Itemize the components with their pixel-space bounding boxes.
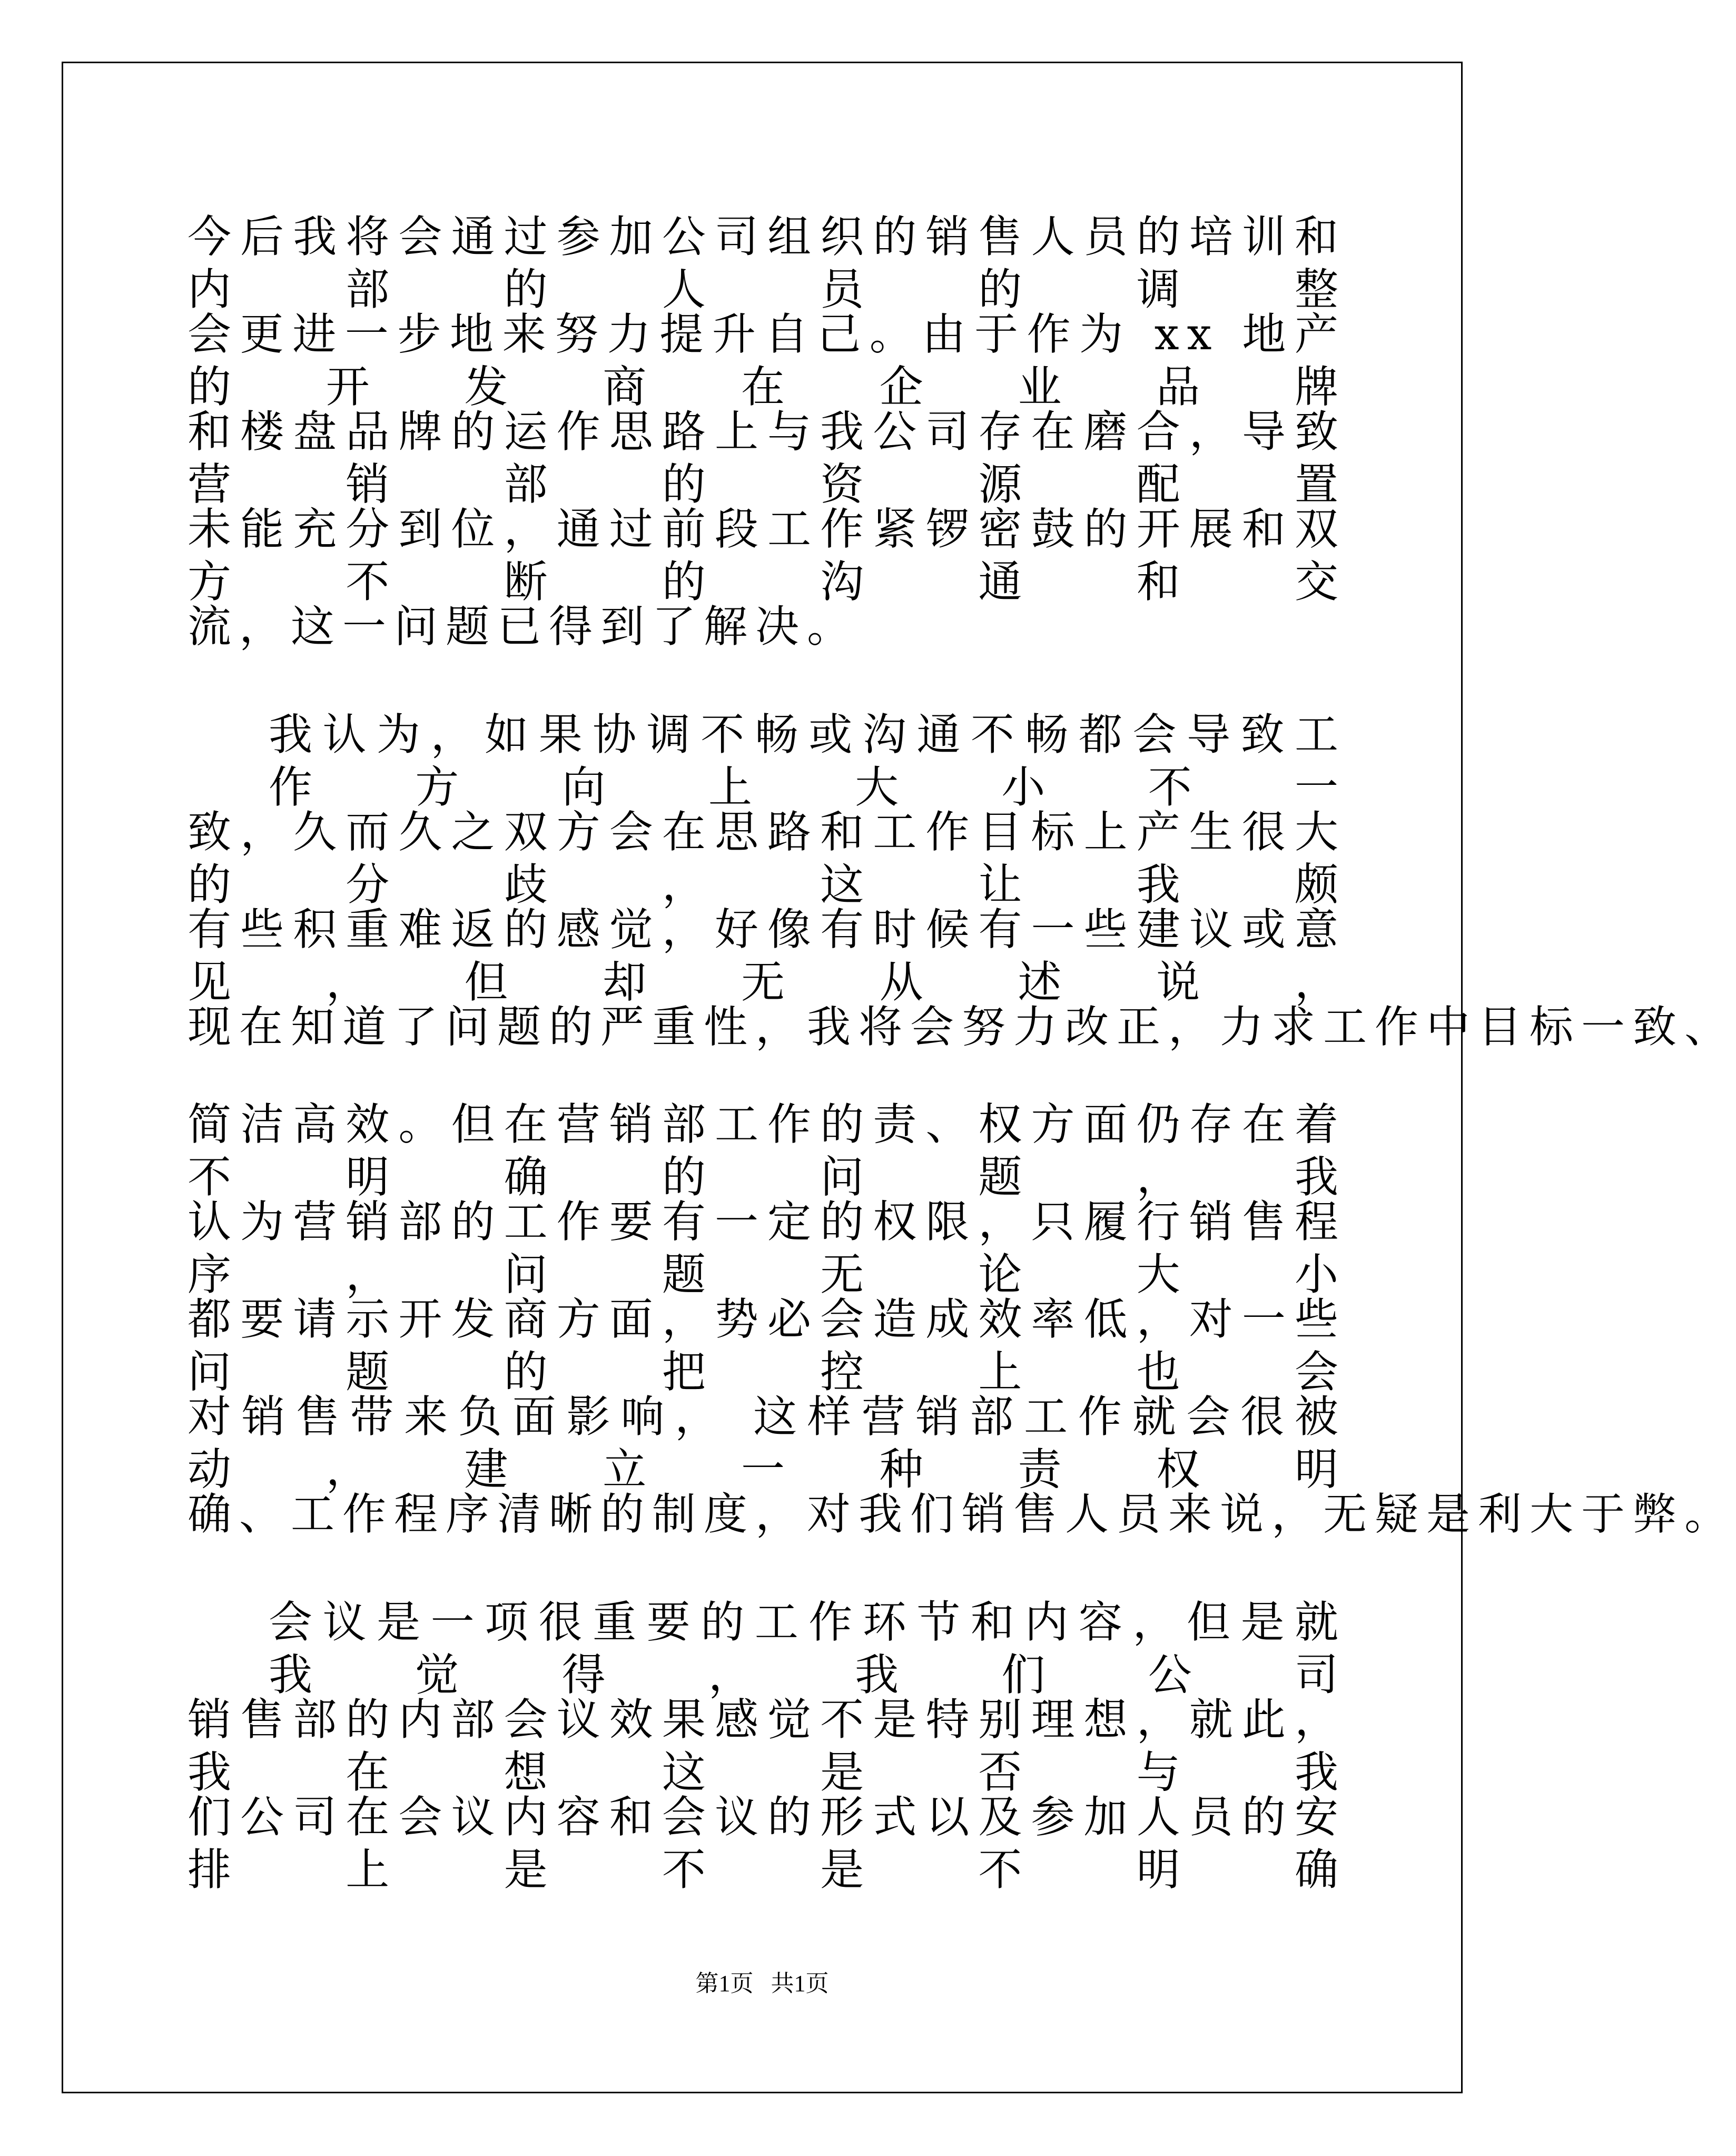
page-number-footer: 第1页 共1页 [695, 1971, 829, 1996]
body-text-line: 我认为，如果协调不畅或沟通不畅都会导致工作方向上大小不一 [269, 709, 1346, 813]
body-text-line: 有些积重难返的感觉，好像有时候有一些建议或意见，但却无从述说， [188, 904, 1346, 1008]
body-text-line: 现在知道了问题的严重性，我将会努力改正，力求工作中目标一致、 [188, 1001, 1736, 1052]
body-text-line: 未能充分到位，通过前段工作紧锣密鼓的开展和双方不断的沟通和交 [188, 504, 1346, 607]
body-text-line: 确、工作程序清晰的制度，对我们销售人员来说，无疑是利大于弊。 [188, 1489, 1736, 1540]
body-text-line: 认为营销部的工作要有一定的权限，只履行销售程序，问题无论大小 [188, 1196, 1346, 1300]
body-text-line: 们公司在会议内容和会议的形式以及参加人员的安排上是不是不明确 [188, 1791, 1346, 1895]
body-text-line: 致，久而久之双方会在思路和工作目标上产生很大的分歧，这让我颇 [188, 806, 1346, 910]
body-text-line: 对销售带来负面影响， 这样营销部工作就会很被动，建立一种责权明 [188, 1391, 1346, 1495]
body-text-line: 会更进一步地来努力提升自己。由于作为 xx 地产的开发商在企业品牌 [188, 309, 1346, 412]
body-text-line: 都要请示开发商方面，势必会造成效率低，对一些问题的把控上也会 [188, 1294, 1346, 1397]
body-text-line: 销售部的内部会议效果感觉不是特别理想，就此，我在想这是否与我 [188, 1694, 1346, 1798]
body-text-line: 今后我将会通过参加公司组织的销售人员的培训和内部的人员的调整 [188, 211, 1346, 315]
body-text-line: 简洁高效。但在营销部工作的责、权方面仍存在着不明确的问题，我 [188, 1099, 1346, 1203]
body-text-line: 流，这一问题已得到了解决。 [188, 601, 859, 652]
body-text-line: 会议是一项很重要的工作环节和内容，但是就我觉得，我们公司 [269, 1597, 1346, 1700]
body-text-line: 和楼盘品牌的运作思路上与我公司存在磨合，导致营销部的资源配置 [188, 406, 1346, 510]
